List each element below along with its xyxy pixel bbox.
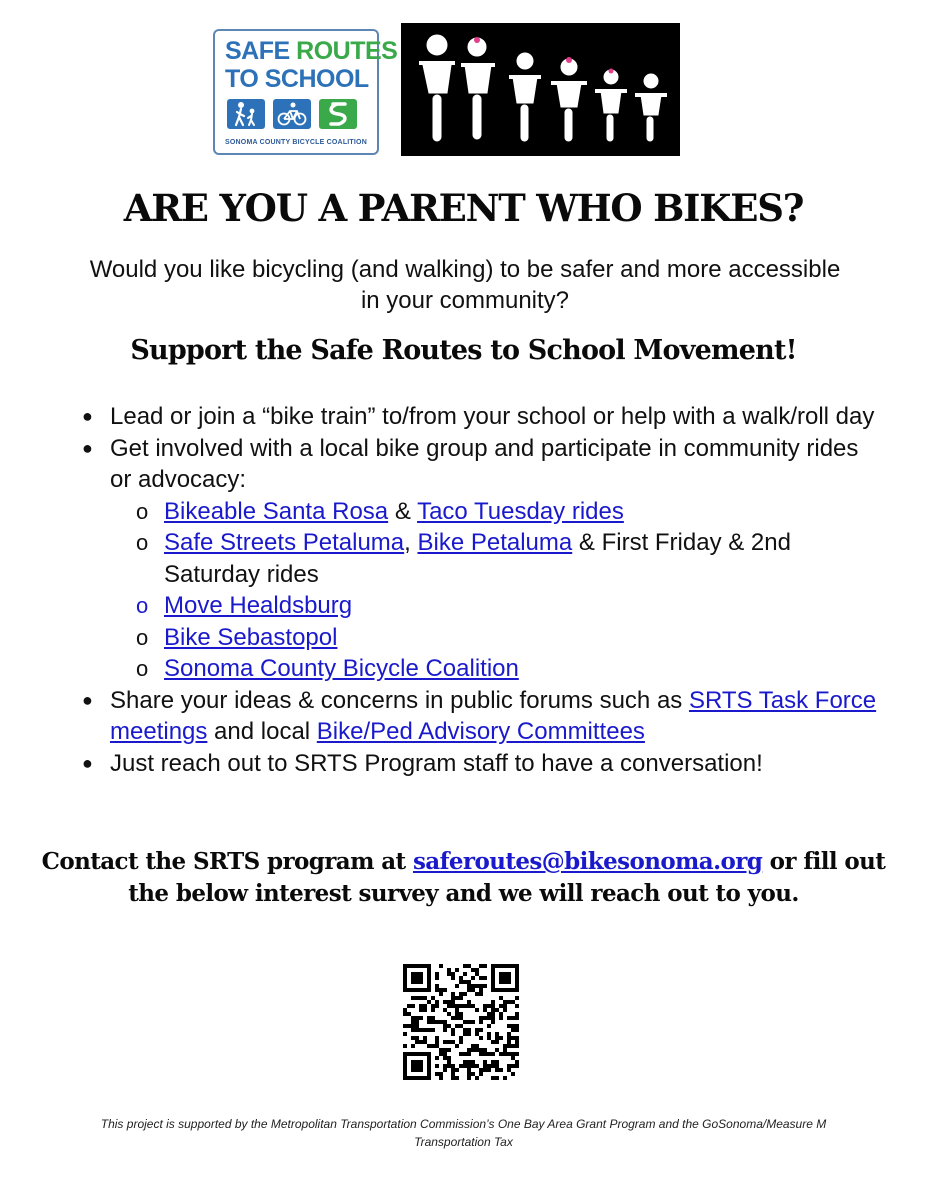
kids-on-bikes-photo bbox=[401, 23, 680, 156]
funding-footer: This project is supported by the Metropolitan Transportation Commission’s One Bay Area Grant Program and the GoSonoma/Measure M Transportation Tax bbox=[100, 1117, 827, 1149]
bullet-icon: ● bbox=[82, 689, 93, 710]
safe-routes-logo bbox=[213, 29, 398, 155]
rider-figure-5 bbox=[595, 70, 627, 141]
bicycle-icon bbox=[273, 99, 311, 129]
bullet-icon: ● bbox=[82, 437, 93, 458]
sub-list-item bbox=[80, 622, 880, 654]
logo-line1: SAFE ROUTES bbox=[225, 37, 398, 65]
sub-list-item bbox=[80, 590, 880, 622]
link-bikeable-santa-rosa[interactable]: Bikeable Santa Rosa bbox=[164, 497, 389, 525]
rider-figure-3 bbox=[509, 53, 541, 141]
bullet-icon: ● bbox=[82, 752, 93, 773]
sub-list-item: o Safe Streets Petaluma, Bike Petaluma & First Friday & 2nd Saturday rides bbox=[136, 529, 791, 588]
circle-bullet-icon: o bbox=[136, 530, 149, 555]
action-list bbox=[80, 401, 880, 779]
walking-family-icon bbox=[227, 99, 265, 129]
subheadline: Would you like bicycling (and walking) to be safer and more accessible in your community? bbox=[89, 256, 841, 314]
logo-line2: TO SCHOOL bbox=[225, 65, 369, 93]
link-move-healdsburg[interactable]: Move Healdsburg bbox=[164, 592, 353, 619]
link-taco-tuesday[interactable]: Taco Tuesday rides bbox=[417, 497, 624, 525]
rider-figure-1 bbox=[419, 35, 455, 141]
rider-figure-6 bbox=[635, 74, 667, 141]
email-link[interactable]: saferoutes@bikesonoma.org bbox=[412, 848, 763, 875]
link-bike-sebastopol[interactable]: Bike Sebastopol bbox=[164, 623, 338, 651]
route-icon bbox=[319, 99, 357, 129]
link-srts-task-force[interactable]: SRTS Task Force meetings bbox=[110, 686, 877, 745]
sub-list-item: o Bikeable Santa Rosa & Taco Tuesday rides bbox=[80, 496, 880, 528]
link-sonoma-county-bicycle-coalition[interactable]: Sonoma County Bicycle Coalition bbox=[164, 655, 519, 682]
qr-code[interactable] bbox=[403, 964, 519, 1080]
headline: ARE YOU A PARENT WHO BIKES? bbox=[123, 186, 804, 230]
circle-bullet-icon: o bbox=[136, 656, 149, 681]
group-list bbox=[80, 496, 880, 685]
bullet-icon: ● bbox=[82, 406, 93, 426]
support-heading: Support the Safe Routes to School Movement! bbox=[130, 335, 797, 366]
rider-figure-4 bbox=[551, 59, 587, 141]
contact-text: Contact the SRTS program at saferoutes@bikesonoma.org or fill out the below interest survey and we will reach out to you. bbox=[41, 848, 886, 907]
circle-bullet-icon: o bbox=[136, 624, 149, 650]
list-item: ● Get involved with a local bike group and participate in community rides or advocacy: bbox=[82, 434, 859, 493]
list-item: ● Share your ideas & concerns in public forums such as SRTS Task Force meetings and local Bike/Ped Advisory Committees bbox=[82, 686, 877, 745]
logo-tiles bbox=[227, 99, 357, 129]
sub-list-item bbox=[80, 653, 880, 685]
link-safe-streets-petaluma[interactable]: Safe Streets Petaluma bbox=[164, 529, 405, 556]
circle-bullet-icon: o bbox=[136, 593, 149, 618]
link-bike-petaluma[interactable]: Bike Petaluma bbox=[417, 529, 573, 556]
rider-figure-2 bbox=[461, 38, 495, 139]
logo-coalition-text: SONOMA COUNTY BICYCLE COALITION bbox=[225, 139, 367, 146]
link-bike-ped-advisory[interactable]: Bike/Ped Advisory Committees bbox=[316, 718, 645, 745]
list-item: ● Lead or join a “bike train” to/from your school or help with a walk/roll day bbox=[80, 401, 880, 433]
list-item: ● Just reach out to SRTS Program staff to have a conversation! bbox=[80, 748, 880, 780]
circle-bullet-icon: o bbox=[136, 498, 149, 524]
